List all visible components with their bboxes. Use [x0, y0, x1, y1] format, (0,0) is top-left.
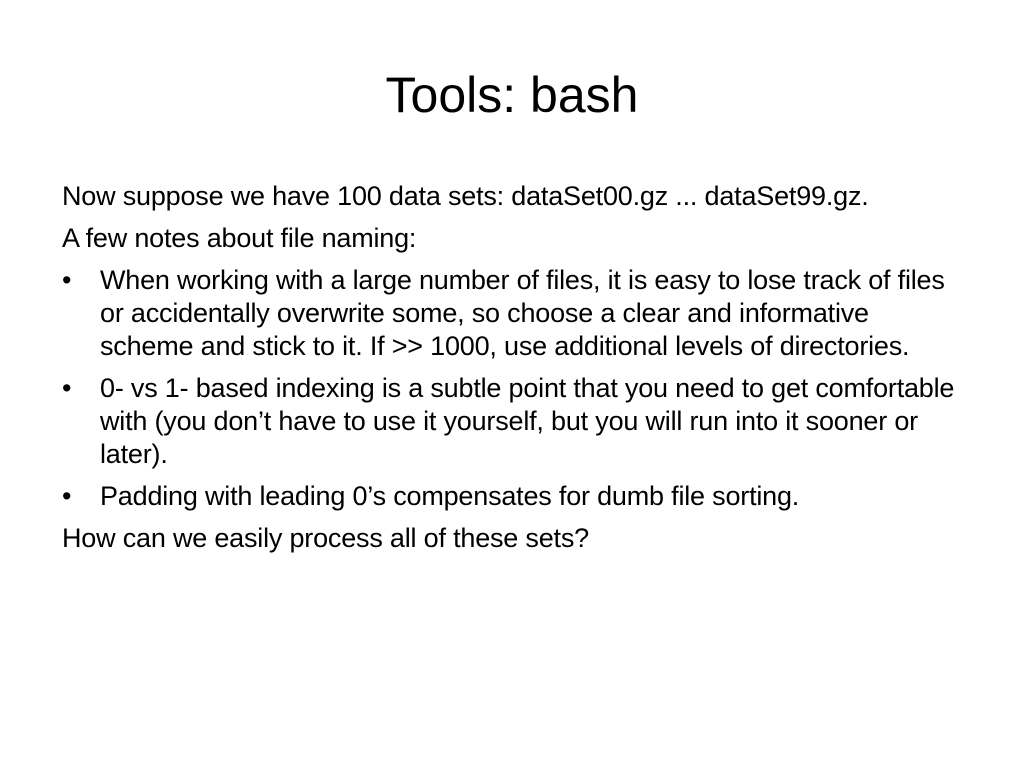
bullet-text: 0- vs 1- based indexing is a subtle point that you need to get comfortable with (you don’t have to use it yourself, but you will run into it sooner or later).	[100, 373, 955, 469]
intro-text: Now suppose we have 100 data sets: dataSet00.gz ... dataSet99.gz.	[62, 181, 869, 211]
list-item	[62, 480, 962, 513]
slide-body	[62, 180, 962, 564]
bullet-icon: •	[62, 481, 72, 511]
bullet-text: Padding with leading 0’s compensates for dumb file sorting.	[100, 481, 800, 511]
bullet-list	[62, 264, 962, 513]
bullet-text: When working with a large number of files, it is easy to lose track of files or accidentally overwrite some, so choose a clear and informative scheme and stick to it. If >> 1000, use additional levels of directories.	[100, 265, 945, 361]
bullet-icon: •	[62, 265, 72, 295]
bullet-icon: •	[62, 373, 72, 403]
list-item	[62, 372, 962, 471]
slide-title: Tools: bash	[385, 67, 639, 123]
list-item	[62, 264, 962, 363]
closing-question: How can we easily process all of these sets?	[62, 523, 589, 553]
notes-heading: A few notes about file naming:	[62, 223, 417, 253]
